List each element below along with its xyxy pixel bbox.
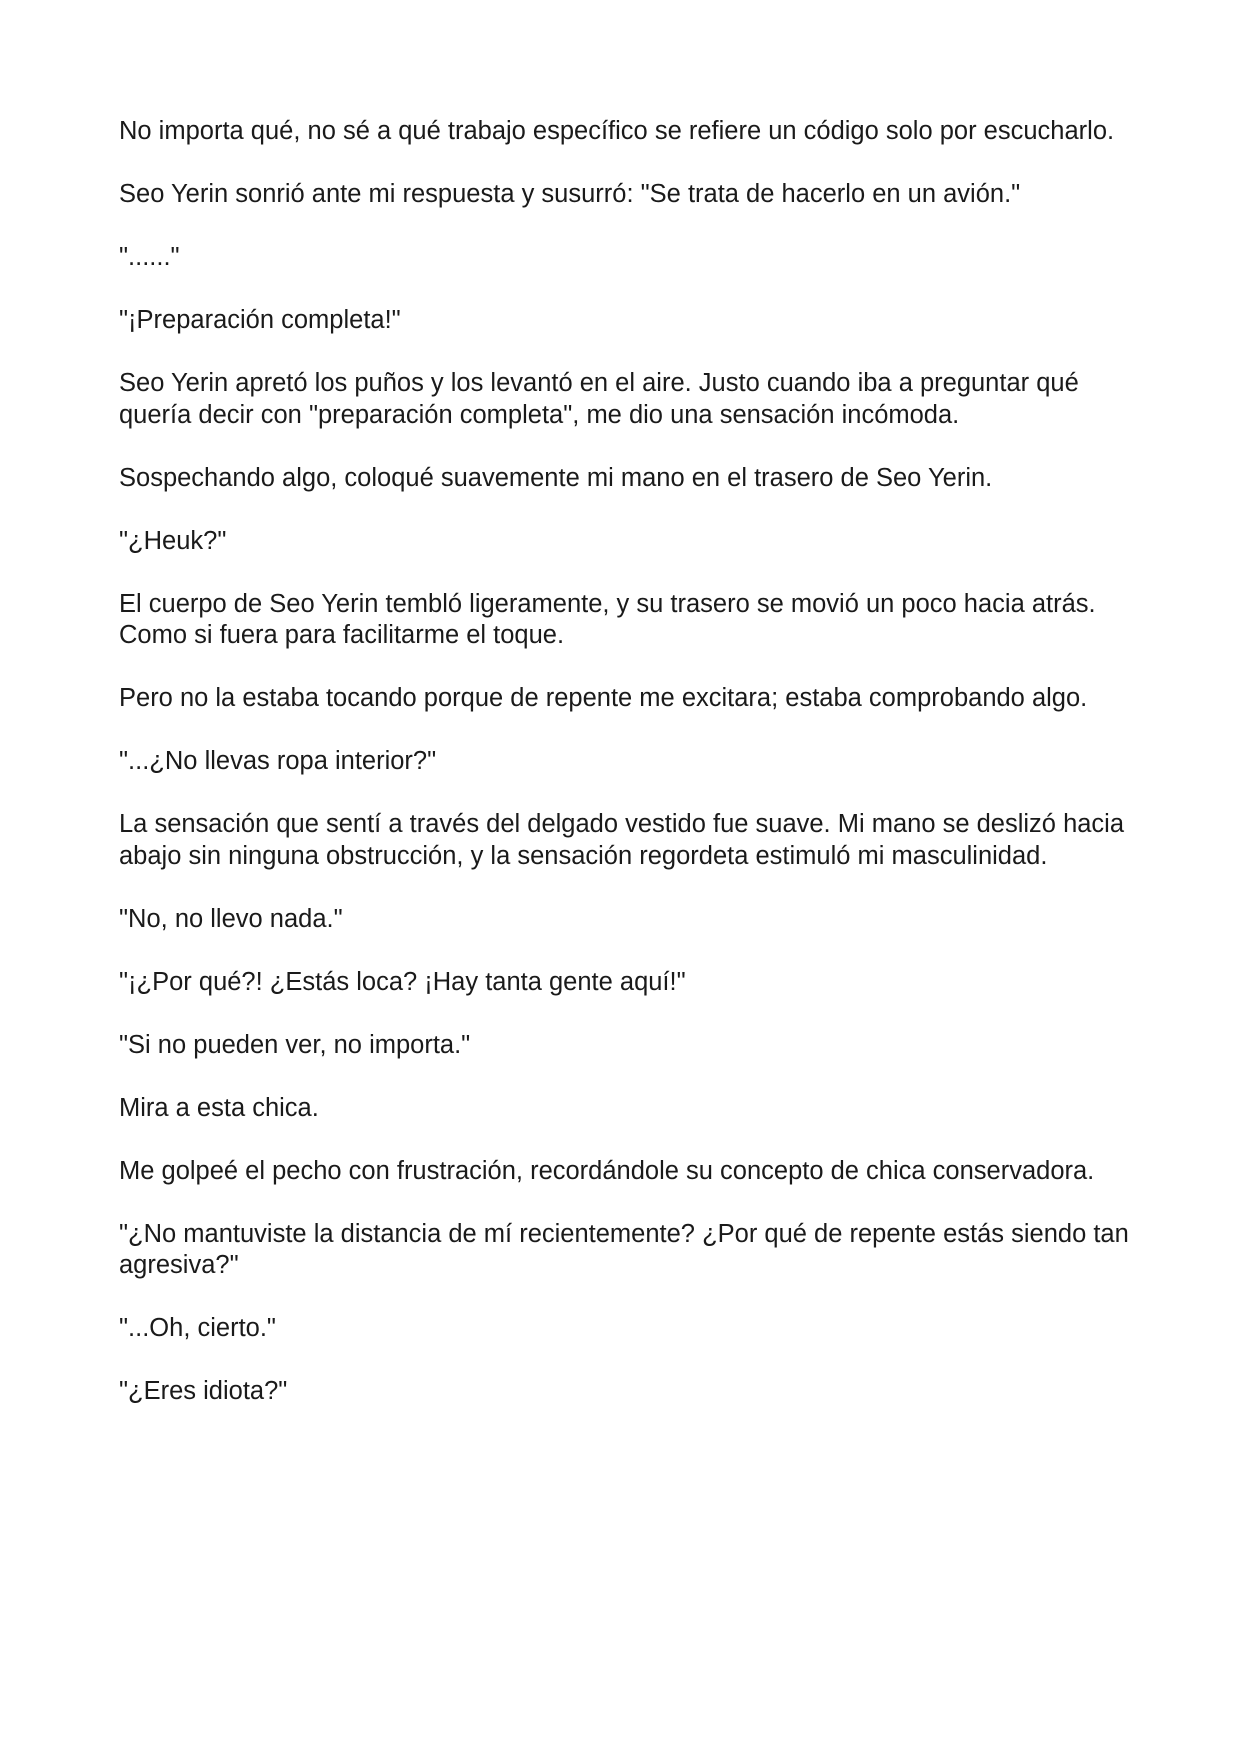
- paragraph: "¡¿Por qué?! ¿Estás loca? ¡Hay tanta gente aquí!": [119, 967, 686, 996]
- paragraph: "......": [119, 243, 180, 271]
- paragraph: Sospechando algo, coloqué suavemente mi mano en el trasero de Seo Yerin.: [119, 463, 993, 492]
- paragraph: "¿Heuk?": [119, 526, 227, 555]
- paragraph: Seo Yerin sonrió ante mi respuesta y susurró: "Se trata de hacerlo en un avión.": [119, 180, 1021, 208]
- paragraph: La sensación que sentí a través del delgado vestido fue suave. Mi mano se deslizó hacia abajo sin ninguna obstrucción, y la sensación regordeta estimuló mi masculinidad.: [119, 810, 1125, 870]
- paragraph: El cuerpo de Seo Yerin tembló ligeramente, y su trasero se movió un poco hacia atrás. Como si fuera para facilitarme el toque.: [119, 589, 1096, 649]
- paragraph: Me golpeé el pecho con frustración, recordándole su concepto de chica conservadora.: [119, 1156, 1095, 1185]
- paragraph: "Si no pueden ver, no importa.": [119, 1030, 471, 1059]
- document-body: [119, 116, 1129, 1439]
- paragraph: No importa qué, no sé a qué trabajo específico se refiere un código solo por escucharlo.: [119, 117, 1115, 145]
- paragraph: Seo Yerin apretó los puños y los levantó en el aire. Justo cuando iba a preguntar qué quería decir con "preparación completa", me dio una sensación incómoda.: [119, 369, 1079, 429]
- paragraph: "¿No mantuviste la distancia de mí recientemente? ¿Por qué de repente estás siendo tan agresiva?": [119, 1219, 1129, 1279]
- paragraph: Pero no la estaba tocando porque de repente me excitara; estaba comprobando algo.: [119, 684, 1088, 712]
- paragraph: "¿Eres idiota?": [119, 1377, 288, 1405]
- paragraph: Mira a esta chica.: [119, 1093, 319, 1122]
- paragraph: "...¿No llevas ropa interior?": [119, 747, 437, 775]
- paragraph: "...Oh, cierto.": [119, 1314, 276, 1342]
- paragraph: "¡Preparación completa!": [119, 306, 401, 334]
- paragraph: "No, no llevo nada.": [119, 904, 343, 933]
